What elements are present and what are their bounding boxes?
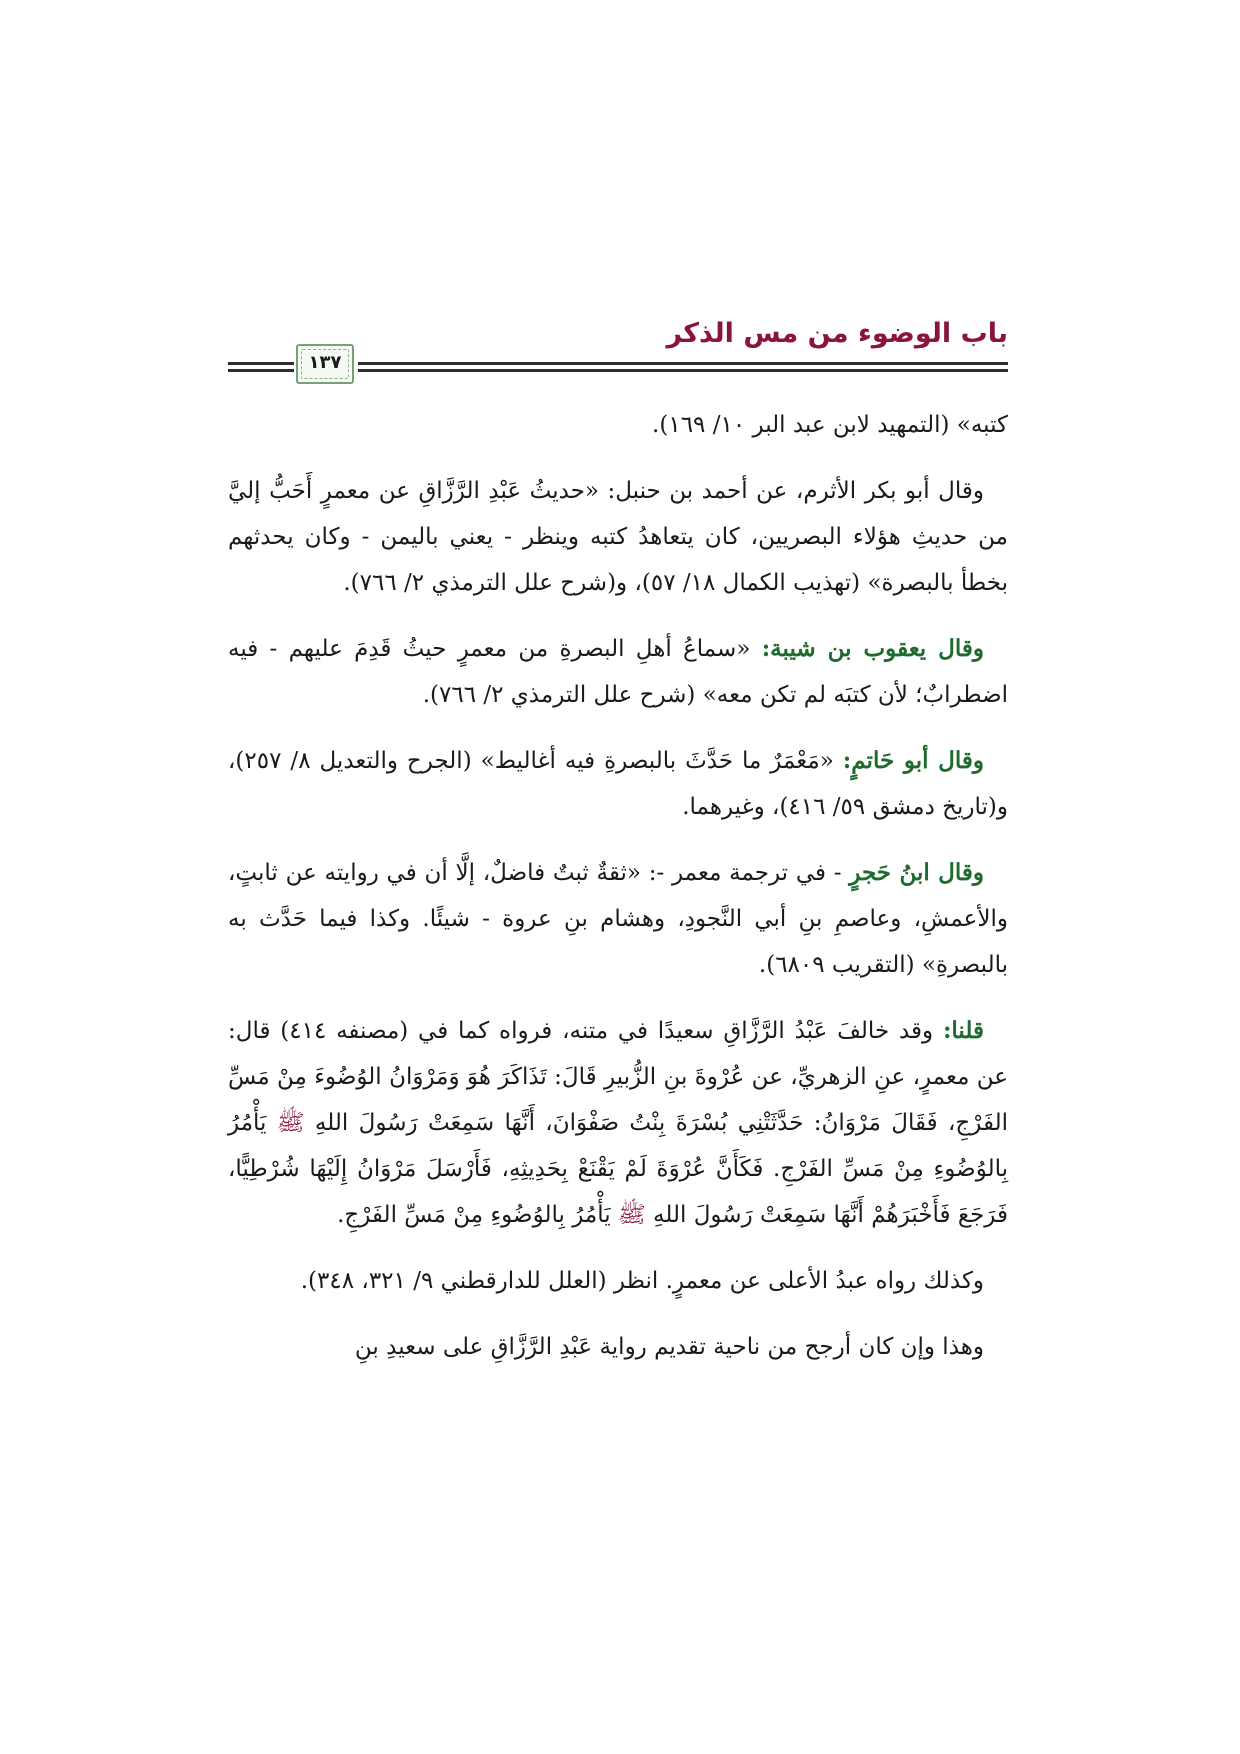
header-rule-right-top <box>358 362 1008 365</box>
paragraph-conclusion <box>228 1324 1008 1370</box>
paragraph-text: كتبه» (التمهيد لابن عبد البر ١٠/ ١٦٩). <box>652 412 1008 438</box>
paragraph-abu-hatim <box>228 738 1008 830</box>
paragraph-text: وهذا وإن كان أرجح من ناحية تقديم رواية عَبْدِ الرَّزَّاقِ على سعيدِ بنِ <box>354 1334 984 1360</box>
salawat-glyph: ﷺ <box>276 1110 305 1136</box>
page-number: ١٣٧ <box>308 352 342 373</box>
page-number-badge <box>296 344 354 384</box>
paragraph-yaqub <box>228 626 1008 718</box>
paragraph-text: وقال أبو بكر الأثرم، عن أحمد بن حنبل: «حديثُ عَبْدِ الرَّزَّاقِ عن معمرٍ أَحَبُّ إليَّ من حديثِ هؤلاء البصريين، كان يتعاهدُ كتبه وينظر - يعني باليمن - وكان يحدثهم بخطأ بالبصرة» (تهذيب الكمال ١٨/ ٥٧)، و(شرح علل الترمذي ٢/ ٧٦٦). <box>228 478 1008 596</box>
paragraph-athram <box>228 468 1008 606</box>
paragraph-text: يَأْمُرُ بِالوُضُوءِ مِنْ مَسِّ الفَرْجِ. <box>337 1202 618 1228</box>
header-rule-left-bottom <box>228 369 294 372</box>
speaker-label: وقال ابنُ حَجرٍ <box>849 859 985 886</box>
paragraph-ibn-hajar <box>228 850 1008 988</box>
paragraph-abd-al-ala <box>228 1258 1008 1304</box>
paragraph-text: يَأْمُرُ بِالوُضُوءِ مِنْ مَسِّ الفَرْجِ. فَكَأَنَّ عُرْوَةَ لَمْ يَقْنَعْ بِحَدِيثِهِ، فَأَرْسَلَ مَرْوَانُ إِلَيْهَا شُرْطِيًّا، فَرَجَعَ فَأَخْبَرَهُمْ أَنَّهَا سَمِعَتْ رَسُولَ اللهِ <box>228 1110 1008 1228</box>
salawat-glyph: ﷺ <box>617 1202 646 1228</box>
speaker-label: وقال يعقوب بن شيبة: <box>761 635 984 662</box>
chapter-title: باب الوضوء من مس الذكر <box>666 318 1008 349</box>
speaker-label: قلنا: <box>942 1017 984 1044</box>
paragraph-text: - في ترجمة معمر -: «ثقةٌ ثبتٌ فاضلٌ، إلَّا أن في روايته عن ثابتٍ، والأعمشِ، وعاصمِ بنِ أبي النَّجودِ، وهشام بنِ عروة - شيئًا. وكذا فيما حَدَّث به بالبصرةِ» (التقريب ٦٨٠٩). <box>228 860 1008 978</box>
page-body <box>228 402 1008 1390</box>
paragraph-citation-end <box>228 402 1008 448</box>
header-rule-left-top <box>228 362 294 365</box>
paragraph-text: «سماعُ أهلِ البصرةِ من معمرٍ حيثُ قَدِمَ عليهم - فيه اضطرابٌ؛ لأن كتبَه لم تكن معه» (شرح علل الترمذي ٢/ ٧٦٦). <box>228 636 1008 708</box>
paragraph-text: وقد خالفَ عَبْدُ الرَّزَّاقِ سعيدًا في متنه، فرواه كما في (مصنفه ٤١٤) قال: عن معمرٍ، عنِ الزهريِّ، عن عُرْوةَ بنِ الزُّبيرِ قَالَ: تَذَاكَرَ هُوَ وَمَرْوَانُ الوُضُوءَ مِنْ مَسِّ الفَرْجِ، فَقَالَ مَرْوَانُ: حَدَّثَتْنِي بُسْرَةَ بِنْتُ صَفْوَانَ، أَنَّهَا سَمِعَتْ رَسُولَ اللهِ <box>228 1018 1008 1136</box>
page-header <box>228 318 1008 382</box>
header-rule-right-bottom <box>358 369 1008 372</box>
paragraph-qulna <box>228 1008 1008 1238</box>
paragraph-text: وكذلك رواه عبدُ الأعلى عن معمرٍ. انظر (العلل للدارقطني ٩/ ٣٢١، ٣٤٨). <box>300 1268 984 1294</box>
speaker-label: وقال أبو حَاتمٍ: <box>842 747 984 774</box>
paragraph-text: «مَعْمَرٌ ما حَدَّثَ بالبصرةِ فيه أغاليط» (الجرح والتعديل ٨/ ٢٥٧)، و(تاريخ دمشق ٥٩/ ٤١٦)، وغيرهما. <box>228 748 1008 820</box>
